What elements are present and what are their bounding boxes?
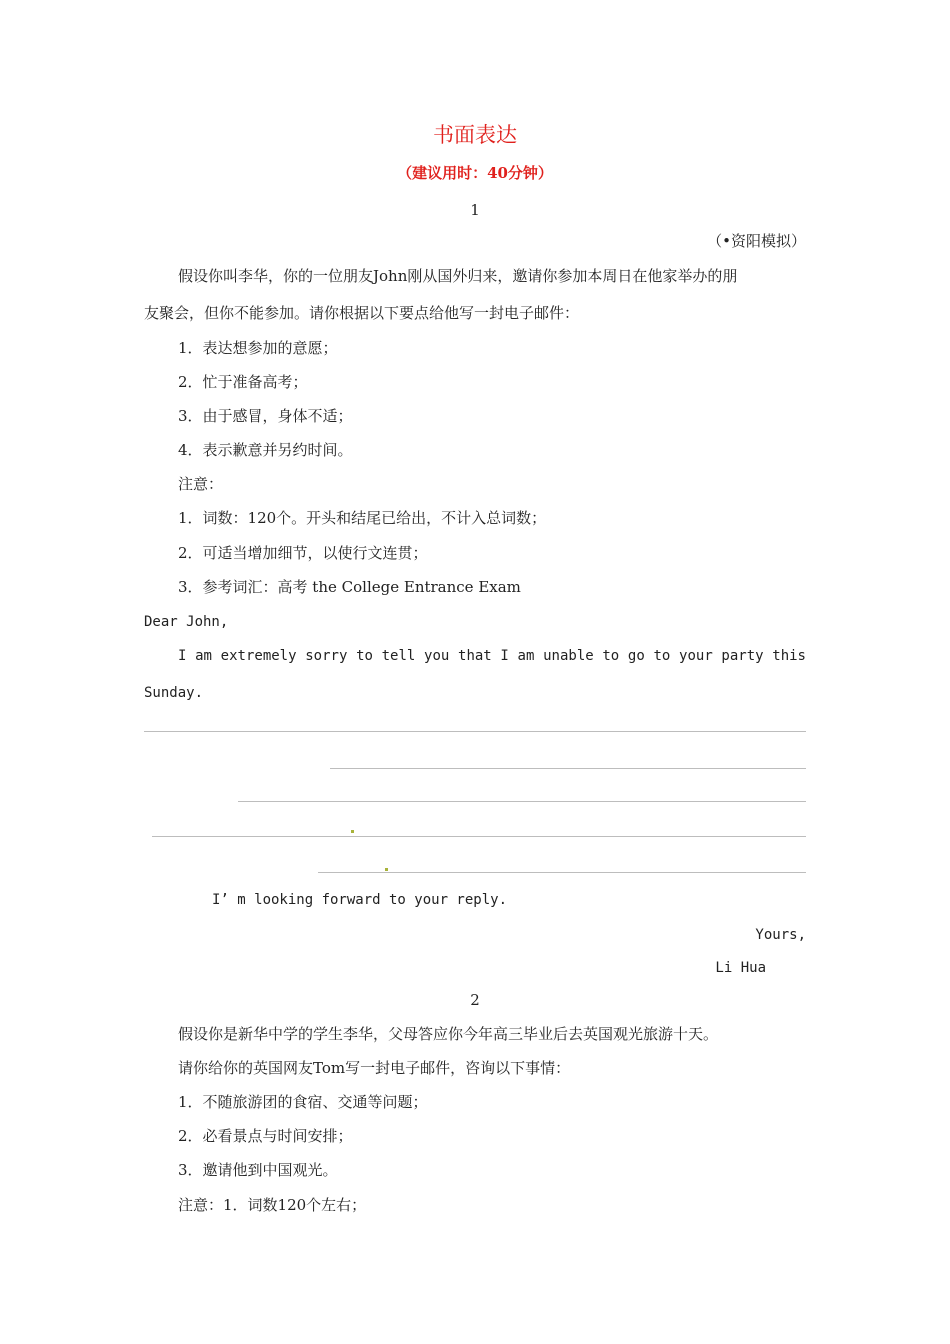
dot-mark <box>385 868 388 871</box>
q1-note: 2．可适当增加细节，以使行文连贯； <box>178 544 428 562</box>
q2-point: 1．不随旅游团的食宿、交通等问题； <box>178 1093 428 1111</box>
q2-notes: 注意：1．词数120个左右； <box>178 1196 367 1214</box>
q1-notes-label: 注意： <box>178 475 224 493</box>
q1-note: 3．参考词汇：高考 the College Entrance Exam <box>178 578 521 596</box>
q2-intro-line-2: 请你给你的英国网友Tom写一封电子邮件，咨询以下事情： <box>178 1059 571 1077</box>
question-number-1: 1 <box>470 201 480 219</box>
time-suggestion: （建议用时：40分钟） <box>397 164 553 182</box>
q1-intro-line-1: 假设你叫李华，你的一位朋友John刚从国外归来，邀请你参加本周日在他家举办的朋 <box>178 267 738 285</box>
q2-intro-line-1: 假设你是新华中学的学生李华，父母答应你今年高三毕业后去英国观光旅游十天。 <box>178 1025 719 1043</box>
q1-intro-line-2: 友聚会，但你不能参加。请你根据以下要点给他写一封电子邮件： <box>144 304 580 322</box>
q2-point: 2．必看景点与时间安排； <box>178 1127 353 1145</box>
q1-point: 3．由于感冒，身体不适； <box>178 407 353 425</box>
writing-line <box>238 801 806 802</box>
letter-opening-line-2: Sunday. <box>144 685 204 701</box>
writing-line <box>144 731 806 732</box>
dot-mark <box>351 830 354 833</box>
page-title: 书面表达 <box>433 123 517 147</box>
writing-line <box>152 836 806 837</box>
letter-opening-line-1: I am extremely sorry to tell you that I am unable to go to your party this <box>178 648 806 664</box>
writing-line <box>330 768 806 769</box>
q1-point: 4．表示歉意并另约时间。 <box>178 441 353 459</box>
q2-point: 3．邀请他到中国观光。 <box>178 1161 338 1179</box>
question-source: （•资阳模拟） <box>707 232 806 250</box>
writing-line <box>318 872 806 873</box>
letter-signature: Li Hua <box>715 960 766 976</box>
q1-point: 1．表达想参加的意愿； <box>178 339 338 357</box>
q1-point: 2．忙于准备高考； <box>178 373 308 391</box>
letter-closing: I’ m looking forward to your reply. <box>212 892 508 908</box>
letter-signoff: Yours, <box>755 927 806 943</box>
question-number-2: 2 <box>470 991 480 1009</box>
q1-note: 1．词数：120个。开头和结尾已给出，不计入总词数； <box>178 509 547 527</box>
letter-greeting: Dear John, <box>144 614 229 630</box>
